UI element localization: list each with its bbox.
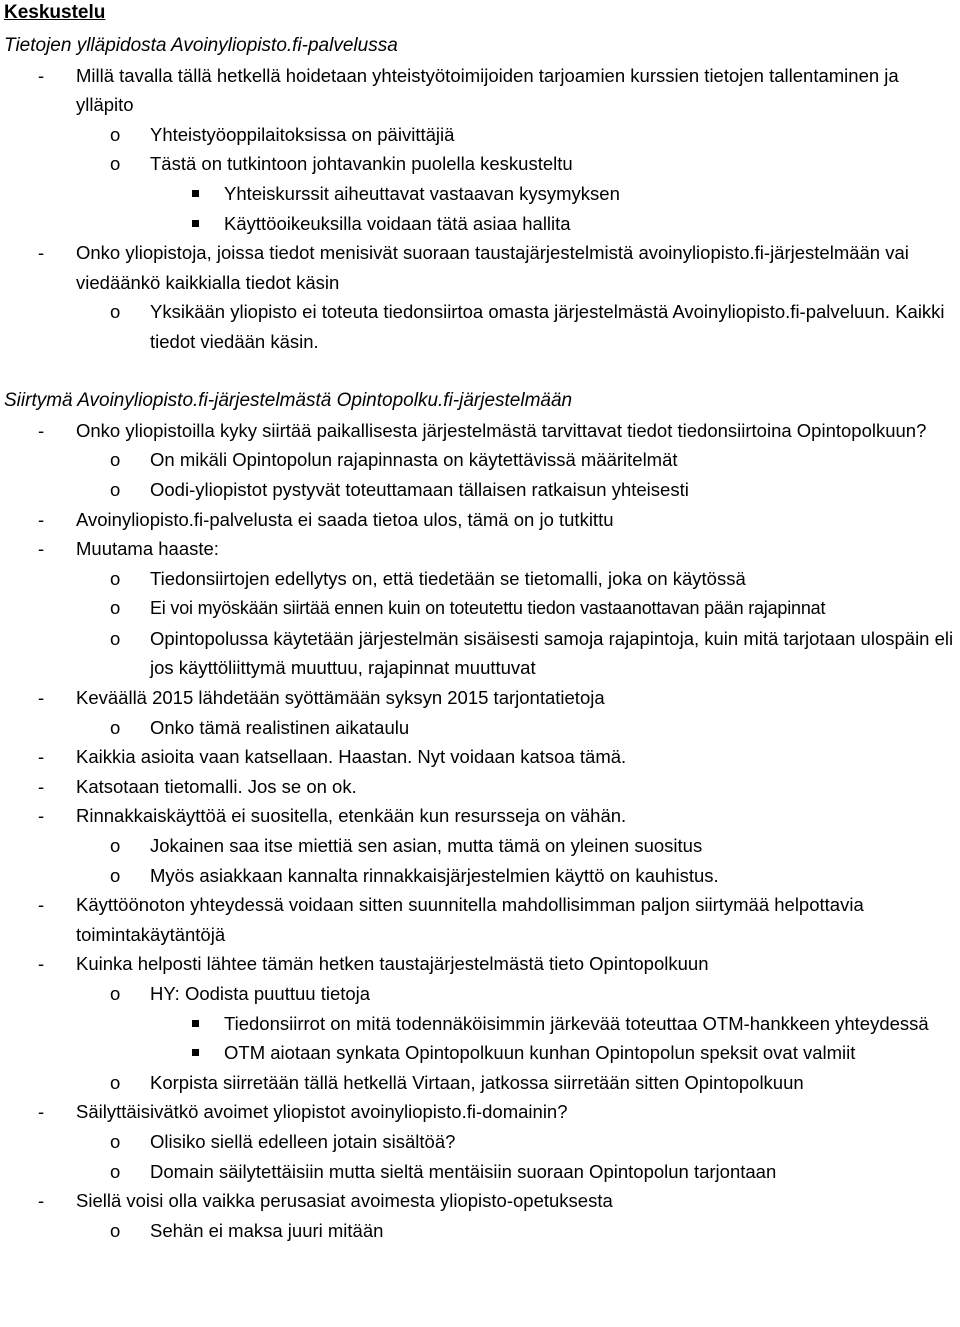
- list-item: [4, 1009, 960, 1039]
- circle-bullet: o: [110, 449, 121, 471]
- list-item: [4, 297, 960, 356]
- circle-bullet: o: [110, 716, 121, 738]
- list-item: [4, 179, 960, 209]
- list-item: [4, 149, 960, 179]
- list-item-text: Säilyttäisivätkö avoimet yliopistot avoinyliopisto.fi-domainin?: [76, 1101, 568, 1123]
- list-item-text: Onko yliopistoilla kyky siirtää paikallisesta järjestelmästä tarvittavat tiedot tiedonsiirtoina Opintopolkuun?: [76, 419, 927, 441]
- dash-bullet: -: [38, 746, 45, 768]
- list-item: [4, 742, 960, 772]
- list-item: [4, 1068, 960, 1098]
- list-item-text: Sehän ei maksa juuri mitään: [150, 1219, 384, 1241]
- list-item: [4, 1157, 960, 1187]
- list-item: [4, 949, 960, 979]
- list-item-text: Kaikkia asioita vaan katsellaan. Haastan. Nyt voidaan katsoa tämä.: [76, 746, 627, 768]
- list-item-text: Korpista siirretään tällä hetkellä Virtaan, jatkossa siirretään sitten Opintopolkuun: [150, 1071, 804, 1093]
- list-item-text: Tästä on tutkintoon johtavankin puolella keskusteltu: [150, 153, 573, 175]
- list-item-text: Domain säilytettäisiin mutta sieltä mentäisiin suoraan Opintopolun tarjontaan: [150, 1160, 777, 1182]
- list-item-text: Yhteiskurssit aiheuttavat vastaavan kysymyksen: [224, 182, 620, 204]
- list-item: [4, 416, 960, 446]
- list-item-text: Siellä voisi olla vaikka perusasiat avoimesta yliopisto-opetuksesta: [76, 1190, 613, 1212]
- list-item: [4, 713, 960, 743]
- list-item: [4, 534, 960, 564]
- list-item-text: Yksikään yliopisto ei toteuta tiedonsiirtoa omasta järjestelmästä Avoinyliopisto.fi-palveluun. Kaikki tiedot viedään käsin.: [150, 301, 945, 352]
- dash-bullet: -: [38, 1101, 45, 1123]
- list-item: [4, 120, 960, 150]
- list-item: [4, 683, 960, 713]
- dash-bullet: -: [38, 538, 45, 560]
- dash-bullet: -: [38, 687, 45, 709]
- circle-bullet: o: [110, 1160, 121, 1182]
- document-heading: Keskustelu: [4, 2, 106, 23]
- circle-bullet: o: [110, 123, 121, 145]
- list-item-text: Olisiko siellä edelleen jotain sisältöä?: [150, 1130, 456, 1152]
- dash-bullet: -: [38, 805, 45, 827]
- list-item: [4, 209, 960, 239]
- list-item-text: Yhteistyöoppilaitoksissa on päivittäjiä: [150, 123, 455, 145]
- list-item: [4, 1038, 960, 1068]
- list-item-text: Avoinyliopisto.fi-palvelusta ei saada tietoa ulos, tämä on jo tutkittu: [76, 508, 614, 530]
- list-item: [4, 890, 960, 949]
- list-item-text: Kuinka helposti lähtee tämän hetken taustajärjestelmästä tieto Opintopolkuun: [76, 953, 709, 975]
- list-item-text: Jokainen saa itse miettiä sen asian, mutta tämä on yleinen suositus: [150, 835, 703, 857]
- dash-bullet: -: [38, 953, 45, 975]
- list-item: [4, 445, 960, 475]
- list-item-text: On mikäli Opintopolun rajapinnasta on käytettävissä määritelmät: [150, 449, 678, 471]
- list-item-text: HY: Oodista puuttuu tietoja: [150, 983, 371, 1004]
- list-item: [4, 801, 960, 831]
- section2-list: [4, 416, 960, 1246]
- list-item: [4, 624, 960, 683]
- list-item: [4, 1216, 960, 1246]
- dash-bullet: -: [38, 242, 45, 264]
- section-title-data-maintenance: Tietojen ylläpidosta Avoinyliopisto.fi-palvelussa: [4, 35, 398, 56]
- dash-bullet: -: [38, 1190, 45, 1212]
- list-item-text: Oodi-yliopistot pystyvät toteuttamaan tällaisen ratkaisun yhteisesti: [150, 478, 689, 500]
- list-item-text: Millä tavalla tällä hetkellä hoidetaan yhteistyötoimijoiden tarjoamien kurssien tietojen tallentaminen ja ylläpito: [76, 64, 899, 116]
- circle-bullet: o: [110, 567, 121, 589]
- circle-bullet: o: [110, 1130, 121, 1152]
- circle-bullet: o: [110, 835, 121, 857]
- dash-bullet: -: [38, 508, 45, 530]
- circle-bullet: o: [110, 983, 121, 1004]
- circle-bullet: o: [110, 597, 121, 619]
- section1-list: [4, 61, 960, 357]
- dash-bullet: -: [38, 775, 45, 797]
- list-item-text: Onko tämä realistinen aikataulu: [150, 716, 410, 738]
- list-item: [4, 831, 960, 861]
- list-item: [4, 505, 960, 535]
- list-item-text: Käyttöoikeuksilla voidaan tätä asiaa hallita: [224, 212, 571, 234]
- section-title-transition: Siirtymä Avoinyliopisto.fi-järjestelmästä Opintopolku.fi-järjestelmään: [4, 390, 573, 412]
- list-item-text: OTM aiotaan synkata Opintopolkuun kunhan Opintopolun speksit ovat valmiit: [224, 1042, 856, 1064]
- circle-bullet: o: [110, 301, 121, 323]
- square-bullet-icon: [192, 220, 199, 227]
- list-item: [4, 61, 960, 120]
- list-item: [4, 979, 960, 1009]
- circle-bullet: o: [110, 1219, 121, 1241]
- list-item: [4, 564, 960, 594]
- list-item-text: Katsotaan tietomalli. Jos se on ok.: [76, 775, 357, 797]
- list-item-text: Muutama haaste:: [76, 538, 219, 560]
- list-item: [4, 593, 960, 624]
- circle-bullet: o: [110, 478, 121, 500]
- list-item-text: Rinnakkaiskäyttöä ei suositella, etenkään kun resursseja on vähän.: [76, 805, 627, 827]
- list-item-text: Tiedonsiirrot on mitä todennäköisimmin järkevää toteuttaa OTM-hankkeen yhteydessä: [224, 1012, 929, 1034]
- circle-bullet: o: [110, 864, 121, 886]
- list-item-text: Keväällä 2015 lähdetään syöttämään syksyn 2015 tarjontatietoja: [76, 687, 605, 709]
- list-item: [4, 1097, 960, 1127]
- square-bullet-icon: [192, 1049, 199, 1056]
- list-item-text: Tiedonsiirtojen edellytys on, että tiedetään se tietomalli, joka on käytössä: [150, 567, 746, 589]
- dash-bullet: -: [38, 64, 45, 86]
- section-spacer: [4, 357, 960, 387]
- list-item-text: Myös asiakkaan kannalta rinnakkaisjärjestelmien käyttö on kauhistus.: [150, 864, 719, 886]
- list-item: [4, 861, 960, 891]
- list-item: [4, 772, 960, 802]
- list-item: [4, 475, 960, 505]
- list-item-text: Onko yliopistoja, joissa tiedot menisivät suoraan taustajärjestelmistä avoinyliopisto.fi-järjestelmään vai viedäänkö kaikkialla tiedot käsin: [76, 242, 909, 293]
- square-bullet-icon: [192, 1020, 199, 1027]
- list-item: [4, 1186, 960, 1216]
- list-item-text: Käyttöönoton yhteydessä voidaan sitten suunnitella mahdollisimman paljon siirtymää helpottavia toimintakäytäntöjä: [76, 894, 864, 945]
- dash-bullet: -: [38, 894, 45, 916]
- list-item: [4, 1127, 960, 1157]
- circle-bullet: o: [110, 627, 121, 649]
- list-item-text: Opintopolussa käytetään järjestelmän sisäisesti samoja rajapintoja, kuin mitä tarjotaan ulospäin eli jos käyttöliittymä muuttuu, rajapinnat muuttuvat: [150, 627, 954, 679]
- dash-bullet: -: [38, 419, 45, 441]
- list-item-text: Ei voi myöskään siirtää ennen kuin on toteutettu tiedon vastaanottavan pään rajapinnat: [150, 598, 826, 619]
- square-bullet-icon: [192, 190, 199, 197]
- circle-bullet: o: [110, 1071, 121, 1093]
- list-item: [4, 238, 960, 297]
- circle-bullet: o: [110, 153, 121, 175]
